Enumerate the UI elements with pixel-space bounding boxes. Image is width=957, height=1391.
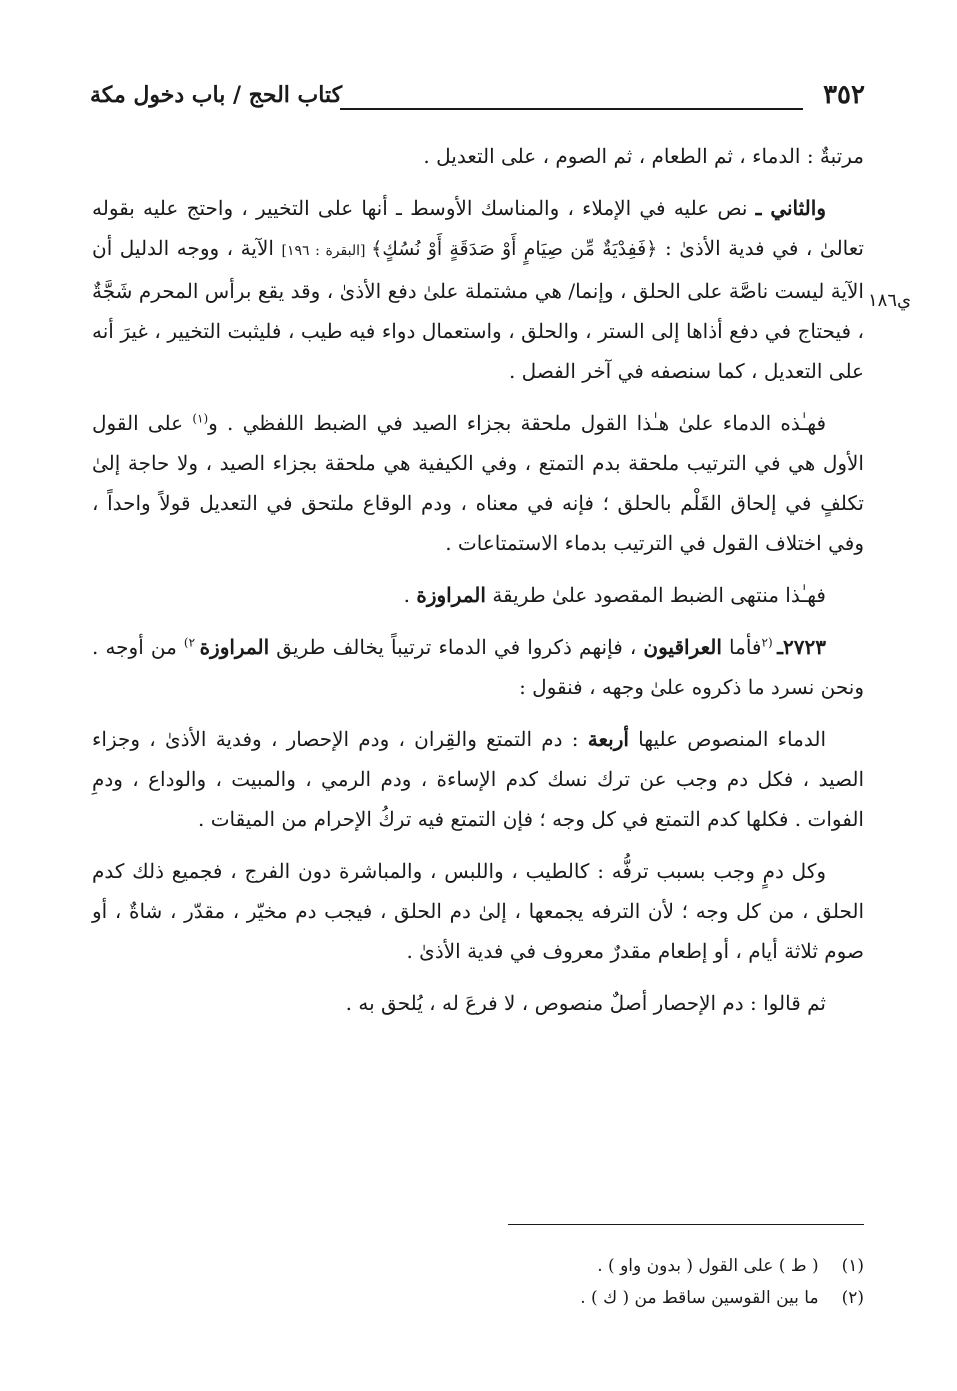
bold-term: أربعة: [587, 727, 629, 751]
margin-note: ي١٨٦: [868, 290, 912, 311]
paragraph: [92, 575, 864, 615]
bold-term: ٢٧٢٣ـ: [777, 635, 826, 659]
text-run: الدماء المنصوص عليها: [628, 727, 827, 751]
text-run: .: [403, 583, 417, 607]
page-header: [90, 78, 865, 118]
footnote-rule: [508, 1224, 864, 1225]
paragraph: [92, 851, 864, 971]
text-run: على القول الأول هي في الترتيب ملحقة بدم التمتع ، وفي الكيفية هي ملحقة بجزاء الصيد ، ولا حاجة إلىٰ تكلفٍ في إلحاق القَلْم بالحلق ؛ فإنه في معناه ، ودم الوقاع ملتحق في التعديل قولاً واحداً ، وفي اختلاف القول في الترتيب بدماء الاستمتاعات .: [92, 411, 864, 555]
footnotes: [300, 1250, 864, 1314]
bold-term: المراوزة: [416, 583, 486, 607]
paragraph: [92, 719, 864, 839]
text-run: الآية ، ووجه الدليل أن الآية ليست ناصَّة على الحلق ، وإنما/ هي مشتملة علىٰ دفع الأذىٰ ، وقد يقع برأس المحرم شَجَّةٌ ، فيحتاج في دفع أذاها إلى الستر ، والحلق ، واستعمال دواء فيه طيب ، فليثبت التخيير ، غيرَ أنه على التعديل ، كما سنصفه في آخر الفصل .: [92, 236, 865, 383]
main-text: [92, 136, 864, 1035]
text-run: من أوجه . ونحن نسرد ما ذكروه علىٰ وجهه ، فنقول :: [92, 635, 864, 699]
footnote-marker: (١): [192, 411, 209, 426]
footnote-text: ( ط ) على القول ( بدون واو ) .: [597, 1256, 819, 1276]
bold-term: المراوزة: [199, 635, 270, 659]
text-run: فهـٰذا منتهى الضبط المقصود علىٰ طريقة: [485, 583, 826, 607]
text-run: : دم التمتع والقِران ، ودم الإحصار ، وفدية الأذىٰ ، وجزاء الصيد ، فكل دم وجب عن ترك نسك كدم الإساءة ، ودم الرمي ، والمبيت ، والوداع ، ودمِ الفوات . فكلها كدم التمتع في كل وجه ؛ فإن التمتع فيه تركُ الإحرام من الميقات .: [92, 727, 864, 831]
paragraph: [92, 403, 864, 563]
text-run: مرتبةٌ : الدماء ، ثم الطعام ، ثم الصوم ، على التعديل .: [423, 144, 864, 168]
footnote-1: [300, 1250, 864, 1282]
text-run: وكل دمٍ وجب بسبب ترفُّه : كالطيب ، واللبس ، والمباشرة دون الفرج ، فجميع ذلك كدم الحلق ، من كل وجه ؛ لأن الترفه يجمعها ، إلىٰ دم الحلق ، فيجب دم مخيّر ، مقدّر ، شاةٌ ، أو صوم ثلاثة أيام ، أو إطعام مقدرٌ معروف في فدية الأذىٰ .: [92, 859, 864, 963]
text-run: ، فإنهم ذكروا في الدماء ترتيباً يخالف طريق: [269, 635, 644, 659]
footnote-2: [300, 1282, 864, 1314]
footnote-marker: (٢: [761, 635, 778, 650]
running-title: كتاب الحج / باب دخول مكة: [90, 82, 343, 108]
text-run: ثم قالوا : دم الإحصار أصلٌ منصوص ، لا فرعَ له ، يُلحق به .: [345, 991, 826, 1015]
paragraph: [92, 983, 864, 1023]
footnote-number: (١): [841, 1256, 864, 1276]
footnote-text: ما بين القوسين ساقط من ( ك ) .: [580, 1288, 819, 1308]
paragraph: [92, 136, 864, 176]
text-run: نص عليه في الإملاء ، والمناسك الأوسط ـ أنها على التخيير ، واحتج عليه بقوله تعالىٰ ، في فدية الأذىٰ :: [92, 196, 864, 260]
paragraph: [92, 627, 864, 707]
verse-reference: [البقرة : ١٩٦]: [281, 243, 372, 259]
header-rule: [340, 108, 803, 110]
text-run: فأما: [721, 635, 762, 659]
paragraph: [92, 188, 864, 391]
footnote-marker: ٢): [183, 635, 200, 650]
bold-term: العراقيون: [643, 635, 722, 659]
bold-term: والثاني ـ: [755, 196, 826, 220]
footnote-number: (٢): [841, 1288, 864, 1308]
page-number: ٣٥٢: [823, 80, 865, 110]
text-run: فهـٰذه الدماء علىٰ هـٰذا القول ملحقة بجزاء الصيد في الضبط اللفظي . و: [208, 411, 827, 435]
quran-quote: ﴿فَفِدْيَةٌ مِّن صِيَامٍ أَوْ صَدَقَةٍ أَوْ نُسُكٍ﴾: [371, 238, 658, 260]
